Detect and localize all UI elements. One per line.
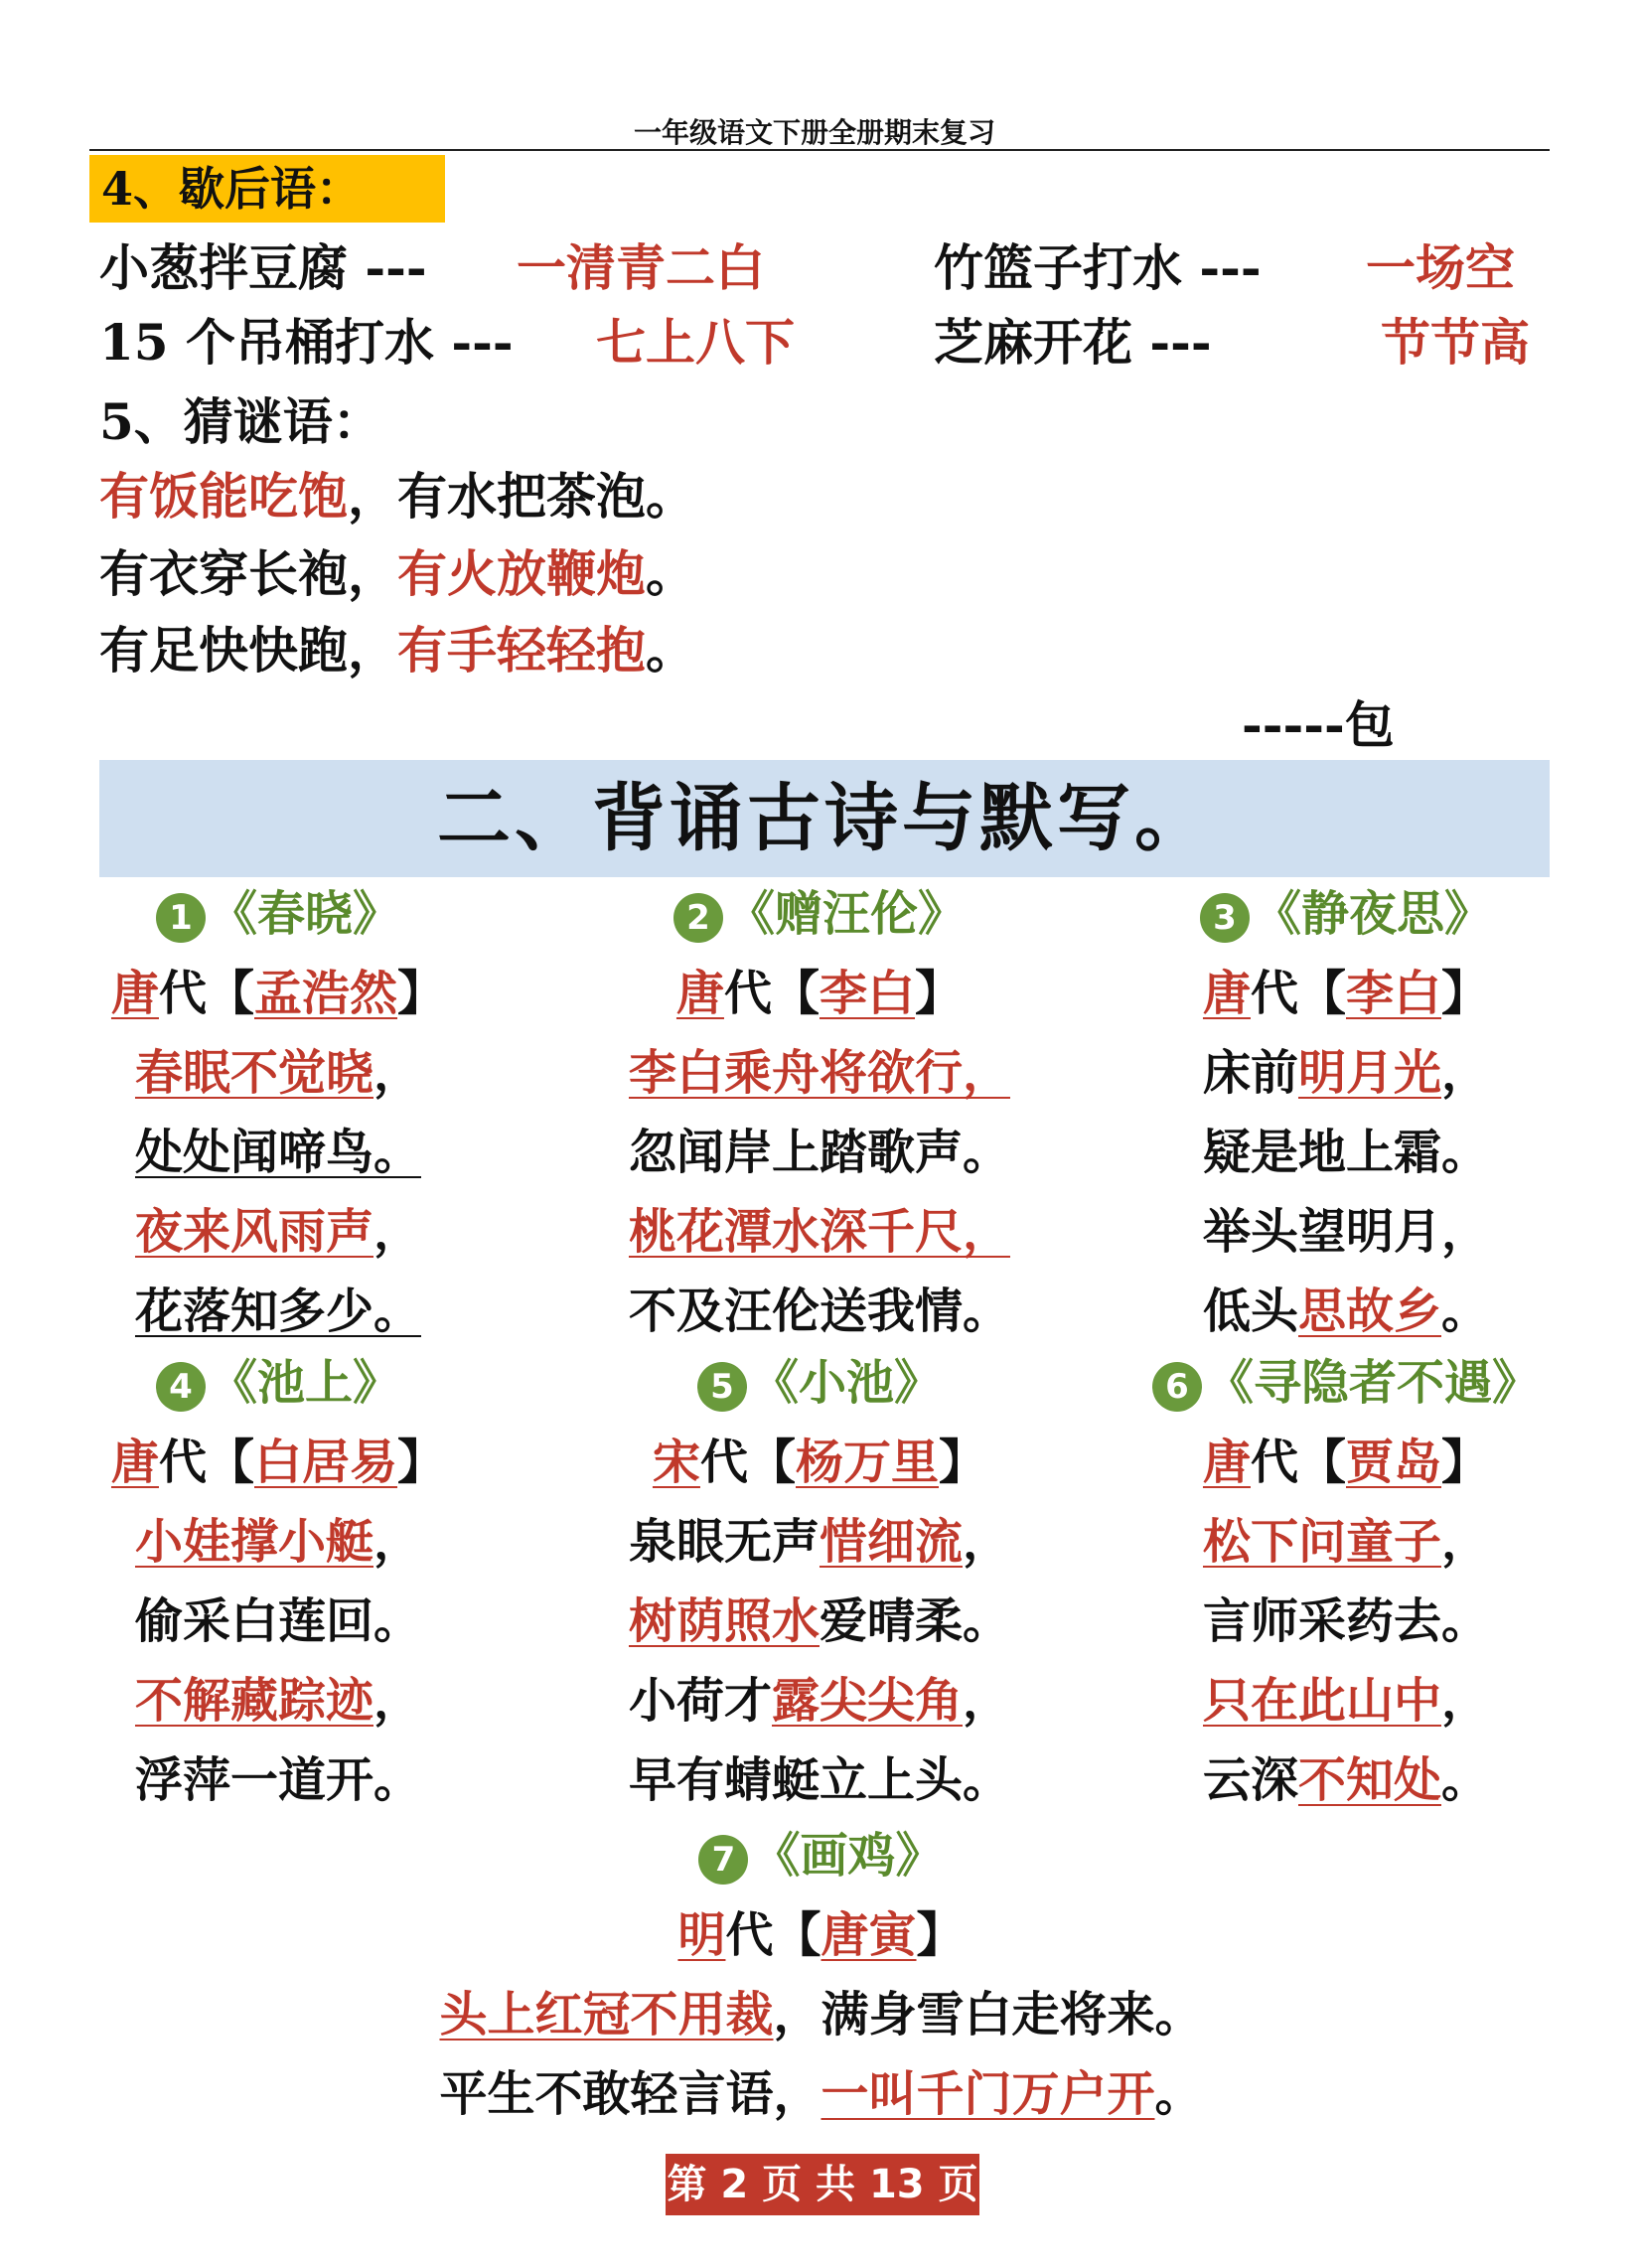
- poem-5-line-2: 树荫照水爱晴柔。: [628, 1593, 1011, 1649]
- poem-3-line-2: 疑是地上霜。: [1202, 1125, 1489, 1180]
- poem-2-line-4: 不及汪伦送我情。: [628, 1284, 1010, 1339]
- number-3-icon: 3: [1200, 893, 1250, 943]
- riddle-line-3-part-c: 。: [646, 621, 695, 680]
- page-header: 一年级语文下册全册期末复习: [633, 116, 995, 149]
- xiehouyu-q4: 芝麻开花 ---: [934, 313, 1212, 372]
- poem-4: [40, 1343, 517, 1820]
- poem-6-line-3: 只在此山中，: [1202, 1673, 1490, 1729]
- riddle-line-3-part-a: 有足快快跑，: [99, 621, 397, 680]
- riddle-line-2-part-c: 。: [646, 544, 695, 603]
- poem-1-line-2: 处处闻啼鸟。: [134, 1125, 421, 1180]
- xiehouyu-q3: 15 个吊桶打水 ---: [99, 313, 514, 372]
- poem-4-title: 4 《池上》: [40, 1343, 517, 1423]
- poem-1-author: 唐代【孟浩然】: [110, 966, 446, 1021]
- poem-3-line-1: 床前明月光，: [1202, 1045, 1490, 1101]
- number-4-icon: 4: [156, 1362, 206, 1412]
- poem-3: [1108, 874, 1584, 1351]
- poem-7-title: 7 《画鸡》: [0, 1816, 1642, 1895]
- poem-6-line-1: 松下问童子，: [1202, 1514, 1490, 1570]
- riddle-answer: -----包: [1242, 695, 1395, 754]
- poem-4-line-4: 浮萍一道开。: [134, 1752, 421, 1808]
- poem-6: [1108, 1343, 1584, 1820]
- xiehouyu-a1: 一清青二白: [517, 238, 765, 297]
- poem-4-line-2: 偷采白莲回。: [134, 1593, 421, 1649]
- poem-4-author: 唐代【白居易】: [110, 1435, 446, 1490]
- poem-5-line-3: 小荷才露尖尖角，: [628, 1673, 1011, 1729]
- poem-2: [581, 874, 1058, 1351]
- poem-2-title: 2 《赠汪伦》: [581, 874, 1058, 954]
- poem-3-title: 3 《静夜思》: [1108, 874, 1584, 954]
- poem-6-title: 6 《寻隐者不遇》: [1108, 1343, 1584, 1423]
- number-5-icon: 5: [697, 1362, 747, 1412]
- poem-1-line-1: 春眠不觉晓，: [134, 1045, 422, 1101]
- number-7-icon: 7: [698, 1835, 748, 1885]
- riddle-line-3: [99, 611, 695, 682]
- poem-1: [40, 874, 517, 1351]
- poem-7-line-1: 头上红冠不用裁，满身雪白走将来。: [439, 1987, 1203, 2042]
- poem-5: [581, 1343, 1058, 1820]
- poem-2-line-2: 忽闻岸上踏歌声。: [628, 1125, 1010, 1180]
- poem-7-line-2: 平生不敢轻言语，一叫千门万户开。: [439, 2066, 1203, 2122]
- xiehouyu-a2: 一场空: [1366, 238, 1515, 297]
- poem-4-line-1: 小娃撑小艇，: [134, 1514, 422, 1570]
- poem-6-author: 唐代【贾岛】: [1202, 1435, 1490, 1490]
- xiehouyu-q2: 竹篮子打水 ---: [934, 238, 1262, 297]
- poem-3-line-4: 低头思故乡。: [1202, 1284, 1490, 1339]
- poem-6-line-2: 言师采药去。: [1202, 1593, 1489, 1649]
- poem-3-line-3: 举头望明月，: [1202, 1204, 1489, 1260]
- poem-2-line-3: 桃花潭水深千尺，: [628, 1204, 1010, 1260]
- poem-7: [0, 1816, 1642, 2134]
- header-divider: [89, 149, 1550, 151]
- section-4-label: 4、歇后语：: [89, 155, 445, 223]
- number-1-icon: 1: [156, 893, 206, 943]
- riddle-line-2-part-a: 有衣穿长袍，: [99, 544, 397, 603]
- riddle-line-1-part-b: ，有水把茶泡。: [348, 467, 695, 526]
- poem-1-line-4: 花落知多少。: [134, 1284, 421, 1339]
- poem-5-author: 宋代【杨万里】: [652, 1435, 987, 1490]
- riddle-line-1-part-a: 有饭能吃饱: [99, 467, 348, 526]
- poem-7-author: 明代【唐寅】: [677, 1907, 965, 1963]
- poem-2-author: 唐代【李白】: [675, 966, 964, 1021]
- section-2-banner: 二、背诵古诗与默写。: [99, 760, 1550, 877]
- poem-6-line-4: 云深不知处。: [1202, 1752, 1490, 1808]
- riddle-line-3-part-b: 有手轻轻抱: [397, 621, 646, 680]
- poem-1-title: 1 《春晓》: [40, 874, 517, 954]
- riddle-line-2: [99, 534, 695, 606]
- xiehouyu-a3: 七上八下: [596, 313, 795, 372]
- section-5-label: 5、猜谜语：: [99, 392, 382, 451]
- number-6-icon: 6: [1152, 1362, 1202, 1412]
- poem-2-line-1: 李白乘舟将欲行，: [628, 1045, 1010, 1101]
- xiehouyu-q1: 小葱拌豆腐 ---: [99, 238, 427, 297]
- poem-1-line-3: 夜来风雨声，: [134, 1204, 422, 1260]
- riddle-line-2-part-b: 有火放鞭炮: [397, 544, 646, 603]
- page-number-badge: 第 2 页 共 13 页: [666, 2154, 979, 2215]
- poem-5-title: 5 《小池》: [581, 1343, 1058, 1423]
- poem-5-line-1: 泉眼无声惜细流，: [628, 1514, 1011, 1570]
- number-2-icon: 2: [673, 893, 723, 943]
- riddle-line-1: [99, 457, 695, 529]
- xiehouyu-a4: 节节高: [1381, 313, 1530, 372]
- poem-3-author: 唐代【李白】: [1202, 966, 1490, 1021]
- poem-4-line-3: 不解藏踪迹，: [134, 1673, 422, 1729]
- poem-5-line-4: 早有蜻蜓立上头。: [628, 1752, 1010, 1808]
